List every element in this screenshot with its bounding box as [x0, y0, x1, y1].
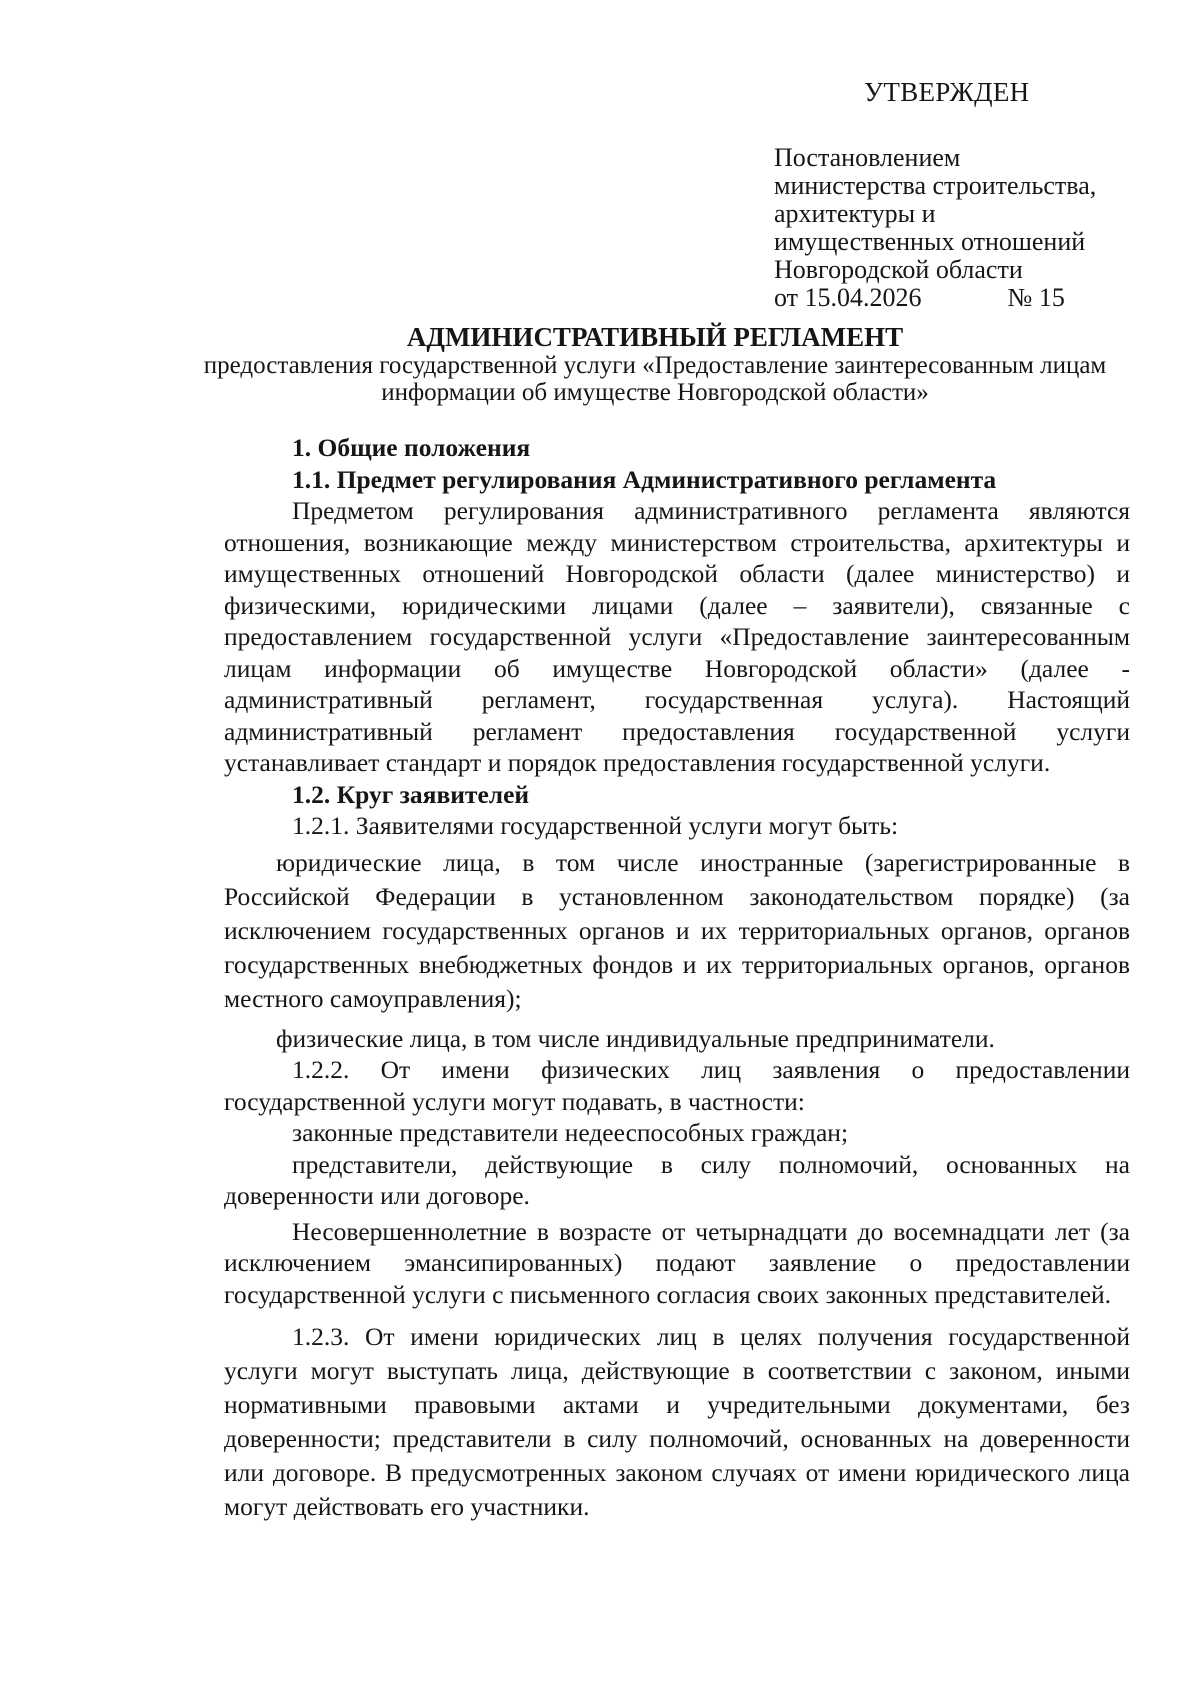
approval-line: архитектуры и [774, 199, 936, 228]
section-heading-1-1: 1.1. Предмет регулирования Административного регламента [292, 464, 997, 494]
approval-date-line [774, 284, 1174, 312]
paragraph-individuals: физические лица, в том числе индивидуальные предприниматели. [276, 1023, 995, 1053]
document-title: АДМИНИСТРАТИВНЫЙ РЕГЛАМЕНТ [406, 322, 904, 352]
approval-block [774, 78, 1174, 312]
document-subtitle: предоставления государственной услуги «Предоставление заинтересованным лицам информации об имуществе Новгородской области» [203, 352, 1107, 406]
approval-number: № 15 [1007, 283, 1065, 312]
approval-line: Новгородской области [774, 255, 1023, 284]
paragraph-legal-representatives: законные представители недееспособных граждан; [292, 1118, 849, 1147]
document-body [224, 432, 1130, 1524]
paragraph-minors: Несовершеннолетние в возрасте от четырнадцати до восемнадцати лет (за исключением эмансипированных) подают заявление о предоставлении государственной услуги с письменного согласия своих законных представителей. [224, 1216, 1130, 1309]
paragraph-representatives: представители, действующие в силу полномочий, основанных на доверенности или договоре. [224, 1149, 1130, 1210]
paragraph-1-2-3: 1.2.3. От имени юридических лиц в целях получения государственной услуги могут выступать лица, действующие в соответствии с законом, иными нормативными правовыми актами и учредительными документами, без доверенности; представители в силу полномочий, основанных на доверенности или договоре. В предусмотренных законом случаях от имени юридического лица могут действовать его участники. [224, 1322, 1130, 1521]
paragraph-legal-entities: юридические лица, в том числе иностранные (зарегистрированные в Российской Федерации в установленном законодательством порядке) (за исключением государственных органов и их территориальных органов, органов государственных внебюджетных фондов и их территориальных органов, органов местного самоуправления); [224, 847, 1130, 1013]
paragraph-1-1: Предметом регулирования административного регламента являются отношения, возникающие между министерством строительства, архитектуры и имущественных отношений Новгородской области (далее министерство) и физическими, юридическими лицами (далее – заявители), связанные с предоставлением государственной услуги «Предоставление заинтересованным лицам информации об имуществе Новгородской области» (далее - административный регламент, государственная услуга). Настоящий административный регламент предоставления государственной услуги устанавливает стандарт и порядок предоставления государственной услуги. [224, 496, 1130, 777]
paragraph-1-2-1: 1.2.1. Заявителями государственной услуги могут быть: [292, 811, 899, 840]
approval-line: имущественных отношений [774, 227, 1086, 256]
section-heading-1-2: 1.2. Круг заявителей [292, 779, 530, 809]
paragraph-1-2-2: 1.2.2. От имени физических лиц заявления о предоставлении государственной услуги могут подавать, в частности: [224, 1055, 1130, 1116]
section-heading-1: 1. Общие положения [292, 433, 531, 462]
approval-line: Постановлением [774, 143, 961, 172]
approval-date: от 15.04.2026 [774, 283, 922, 312]
approval-line: министерства строительства, [774, 171, 1097, 200]
approval-stamp: УТВЕРЖДЕН [864, 77, 1030, 107]
